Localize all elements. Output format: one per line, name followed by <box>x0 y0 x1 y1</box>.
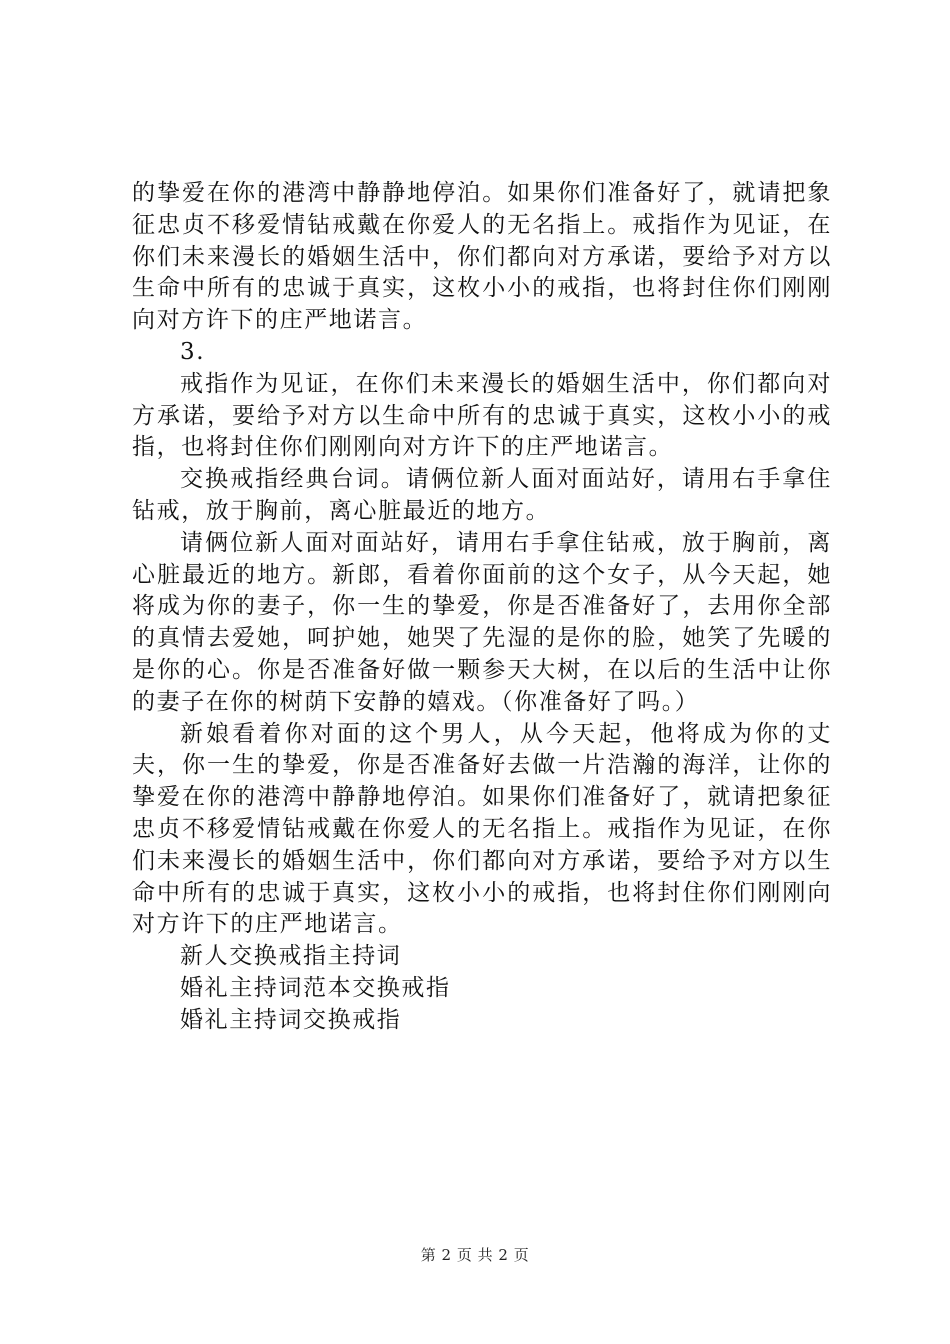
paragraph-groom-vow: 请俩位新人面对面站好，请用右手拿住钻戒，放于胸前，离心脏最近的地方。新郎，看着你面前的这个女子，从今天起，她将成为你的妻子，你一生的挚爱，你是否准备好了，去用你全部的真情去爱她，呵护她，她哭了先湿的是你的脸，她笑了先暖的是你的心。你是否准备好做一颗参天大树，在以后的生活中让你的妻子在你的树荫下安静的嬉戏。（你准备好了吗。） <box>132 529 832 715</box>
paragraph-continuation: 的挚爱在你的港湾中静静地停泊。如果你们准备好了，就请把象征忠贞不移爱情钻戒戴在你爱人的无名指上。戒指作为见证，在你们未来漫长的婚姻生活中，你们都向对方承诺，要给予对方以生命中所有的忠诚于真实，这枚小小的戒指，也将封住你们刚刚向对方许下的庄严地诺言。 <box>132 180 832 334</box>
related-title-1: 新人交换戒指主持词 <box>180 943 402 970</box>
related-title-2: 婚礼主持词范本交换戒指 <box>180 974 451 1001</box>
paragraph-bride-vow: 新娘看着你对面的这个男人，从今天起，他将成为你的丈夫，你一生的挚爱，你是否准备好去做一片浩瀚的海洋，让你的挚爱在你的港湾中静静地停泊。如果你们准备好了，就请把象征忠贞不移爱情钻戒戴在你爱人的无名指上。戒指作为见证，在你们未来漫长的婚姻生活中，你们都向对方承诺，要给予对方以生命中所有的忠诚于真实，这枚小小的戒指，也将封住你们刚刚向对方许下的庄严地诺言。 <box>132 720 832 938</box>
related-title-3: 婚礼主持词交换戒指 <box>180 1006 402 1033</box>
section-number: 3. <box>180 338 206 365</box>
paragraph-classic-lines: 交换戒指经典台词。请俩位新人面对面站好，请用右手拿住钻戒，放于胸前，离心脏最近的地方。 <box>132 466 832 524</box>
paragraph-ring-witness: 戒指作为见证，在你们未来漫长的婚姻生活中，你们都向对方承诺，要给予对方以生命中所有的忠诚于真实，这枚小小的戒指，也将封住你们刚刚向对方许下的庄严地诺言。 <box>132 370 832 461</box>
document-body <box>132 178 832 1037</box>
page-footer: 第 2 页 共 2 页 <box>420 1246 530 1264</box>
